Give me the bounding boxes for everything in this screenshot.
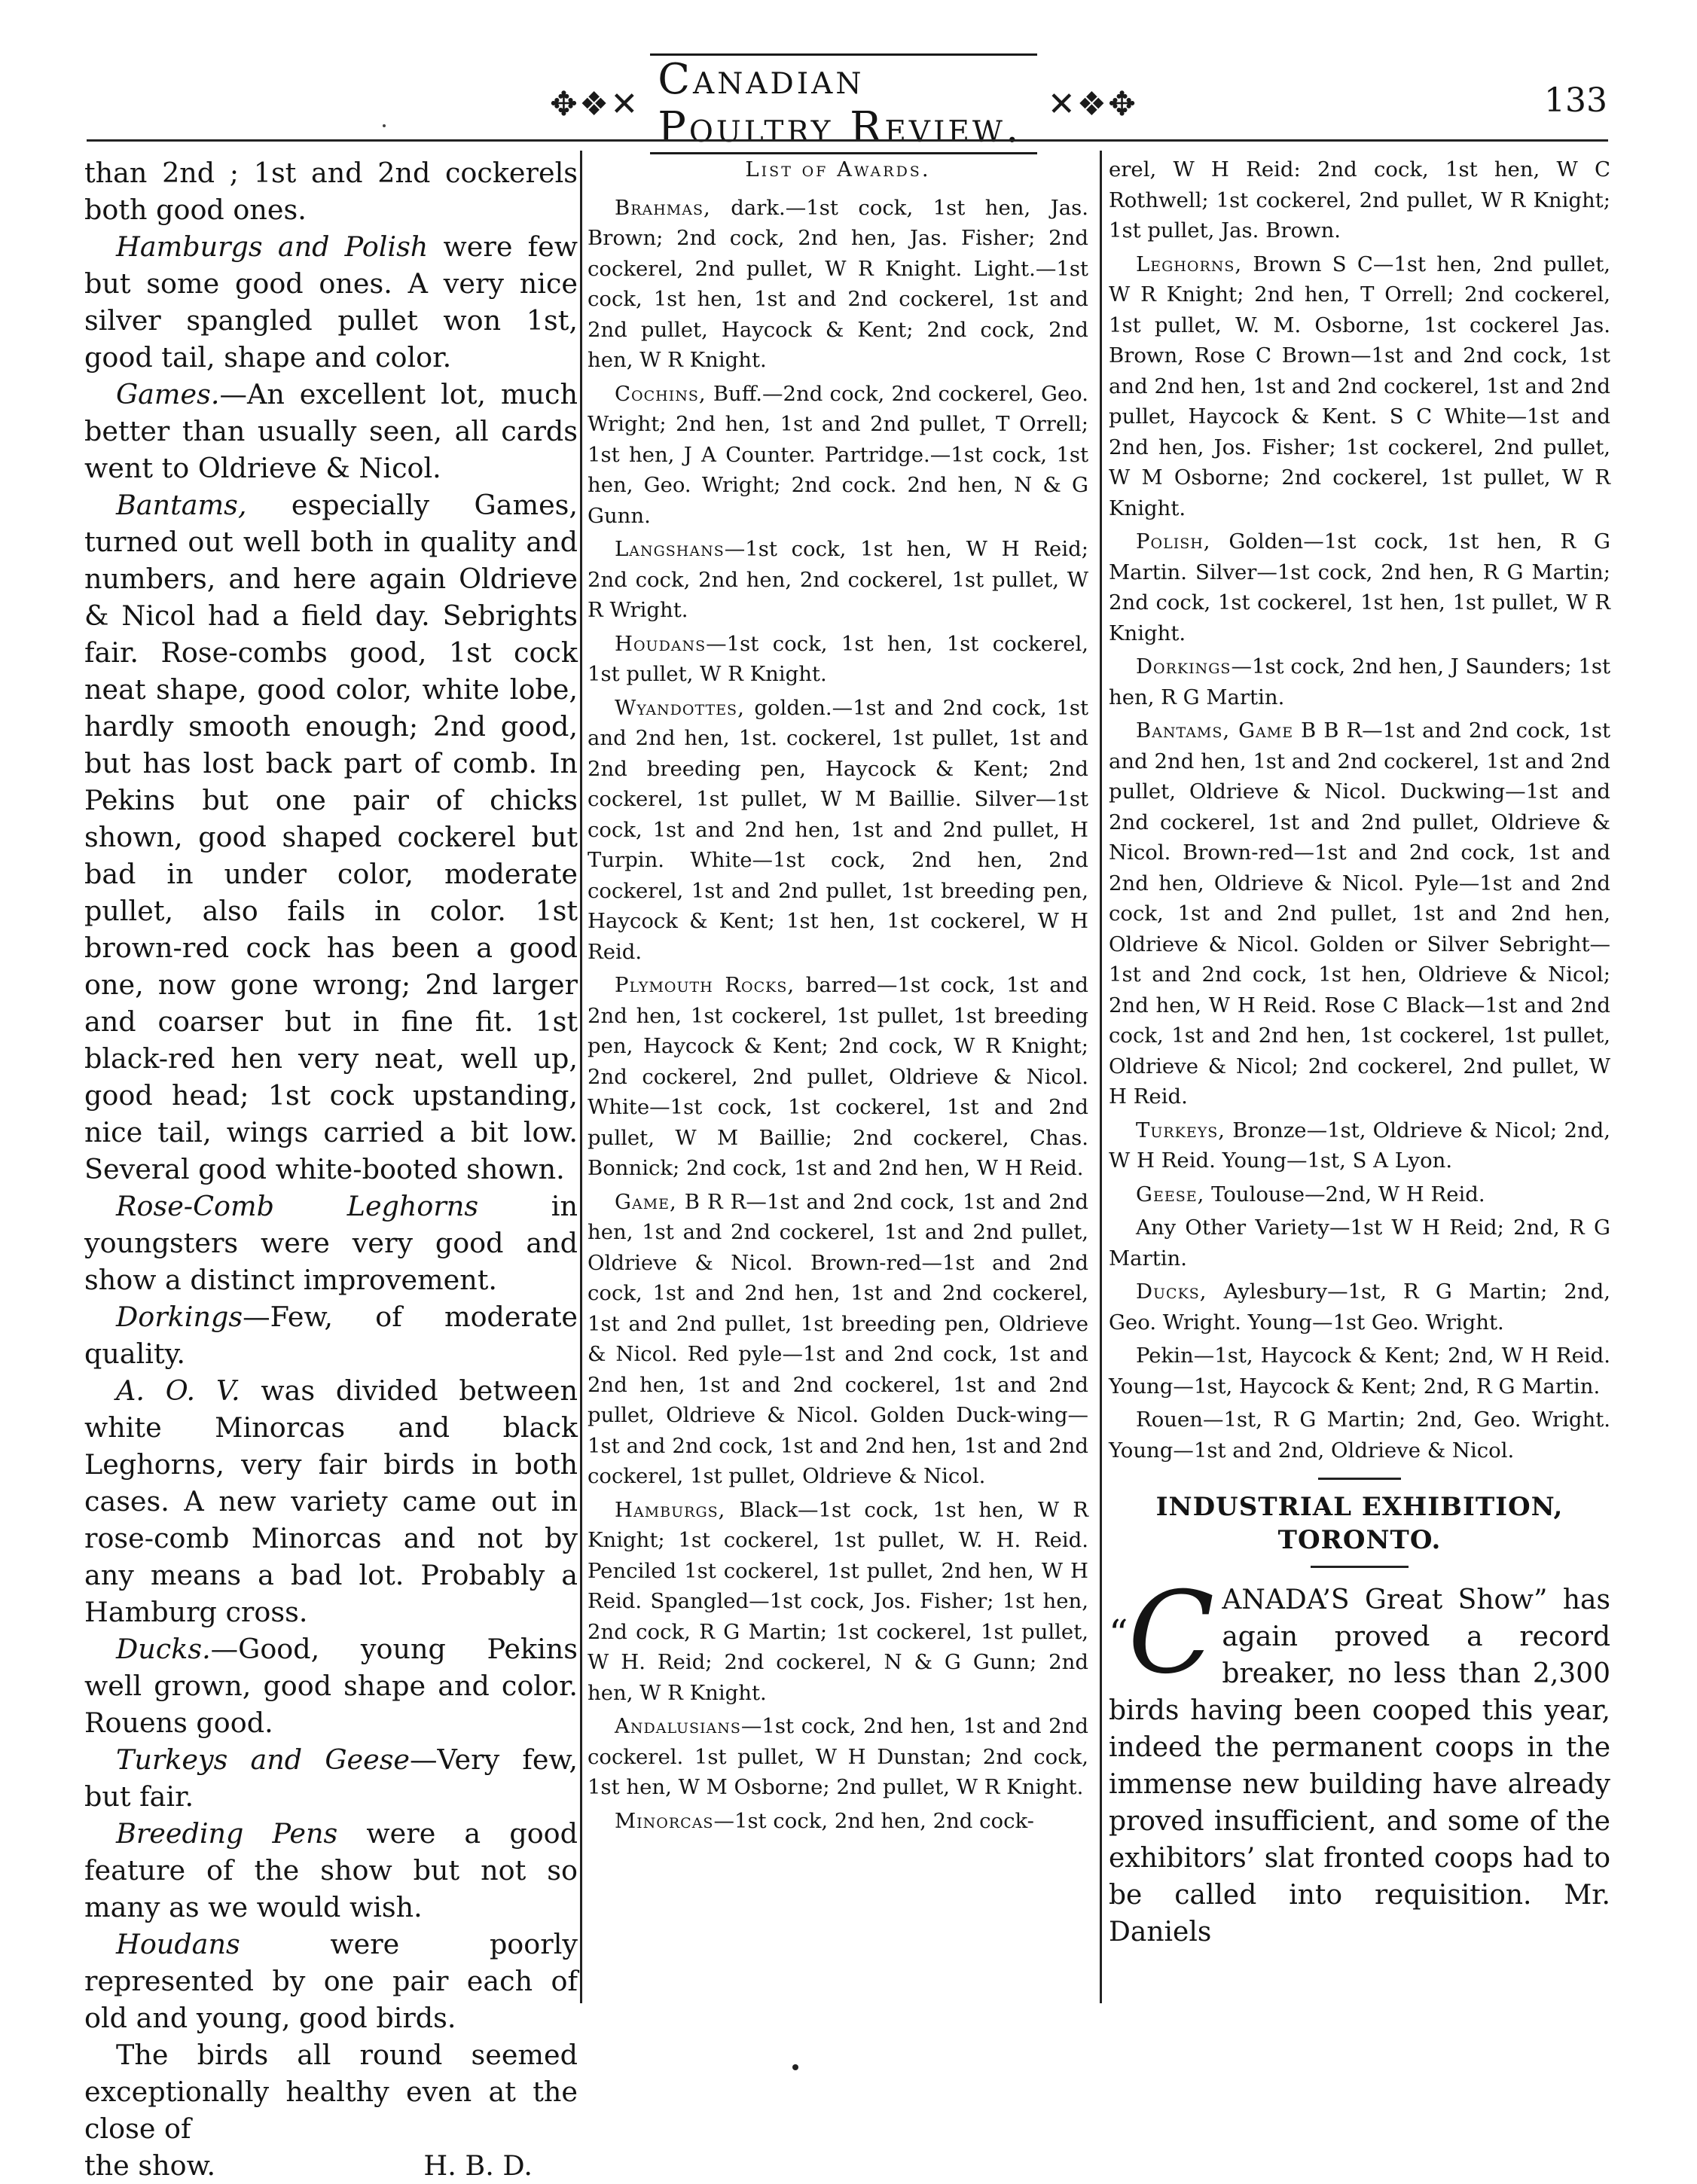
signature-line: the show. H. B. D.: [84, 2147, 578, 2184]
section-divider: [1318, 1478, 1401, 1480]
paragraph: A. O. V. was divided between white Minorcas and black Leghorns, very fair birds in both cases. A new variety came out in rose-comb Minorcas and not by any means a bad lot. Probably a Hamburg cross.: [84, 1374, 578, 1628]
column-awards: [588, 154, 1088, 1839]
award-entry: Houdans—1st cock, 1st hen, 1st cockerel, 1st pullet, W R Knight.: [588, 631, 1088, 686]
award-entry: Game, B R R—1st and 2nd cock, 1st and 2nd hen, 1st and 2nd cockerel, 1st and 2nd pullet, Oldrieve & Nicol. Brown-red—1st and 2nd cock, 1st and 2nd hen, 1st and 2nd cockerel, 1st and 2nd pullet, 1st breeding pen, Oldrieve & Nicol. Red pyle—1st and 2nd cock, 1st and 2nd hen, 1st and 2nd cockerel, 1st and 2nd pullet, Oldrieve & Nicol. Golden Duck-wing—1st and 2nd cock, 1st and 2nd hen, 1st and 2nd cockerel, 1st pullet, Oldrieve & Nicol.: [588, 1189, 1088, 1488]
award-entry: Plymouth Rocks, barred—1st cock, 1st and 2nd hen, 1st cockerel, 1st pullet, 1st breeding pen, Haycock & Kent; 2nd cock, W R Knight; 2nd cockerel, 2nd pullet, Oldrieve & Nicol. White—1st cock, 1st cockerel, 1st and 2nd pullet, W M Baillie; 2nd cockerel, Chas. Bonnick; 2nd cock, 1st and 2nd hen, W H Reid.: [588, 973, 1089, 1180]
section-divider: [1311, 1566, 1409, 1568]
paragraph: Hamburgs and Polish were few but some good ones. A very nice silver spangled pullet won 1st, good tail, shape and color.: [84, 230, 578, 374]
paragraph: Games.—An excellent lot, much better than usually seen, all cards went to Oldrieve & Nicol.: [84, 378, 578, 484]
paragraph: Ducks.—Good, young Pekins well grown, good shape and color. Rouens good.: [84, 1633, 578, 1739]
column-rule-1: [580, 151, 582, 2003]
decorative-dot: [792, 2064, 798, 2070]
article-body: “C ANADA’S Great Show” has again proved a record breaker, no less than 2,300 birds having been cooped this year, indeed the permanent coops in the immense new building have already proved insufficient, and some of the exhibitors’ slat fronted coops had to be called into requisition. Mr. Daniels: [1109, 1568, 1610, 1948]
award-entry: Dorkings—1st cock, 2nd hen, J Saunders; 1st hen, R G Martin.: [1109, 654, 1610, 709]
paragraph: The birds all round seemed exceptionally healthy even at the close of: [84, 2039, 578, 2145]
award-entry: Cochins, Buff.—2nd cock, 2nd cockerel, Geo. Wright; 2nd hen, 1st and 2nd pullet, T Orrell; 1st hen, J A Counter. Partridge.—1st cock, 1st hen, Geo. Wright; 2nd cock. 2nd hen, N & G Gunn.: [588, 381, 1088, 528]
award-entry: Bantams, Game B B R—1st and 2nd cock, 1st and 2nd hen, 1st and 2nd cockerel, 1st and 2nd pullet, Oldrieve & Nicol. Duckwing—1st and 2nd cockerel, 1st and 2nd pullet, Oldrieve & Nicol. Brown-red—1st and 2nd cock, 1st and 2nd hen, Oldrieve & Nicol. Pyle—1st and 2nd cock, 1st and 2nd pullet, 1st and 2nd hen, Oldrieve & Nicol. Golden or Silver Sebright—1st and 2nd cock, 1st hen, Oldrieve & Nicol; 2nd hen, W H Reid. Rose C Black—1st and 2nd cock, 1st and 2nd hen, 1st cockerel, 1st pullet, Oldrieve & Nicol; 2nd cockerel, 2nd pullet, W H Reid.: [1109, 718, 1610, 1109]
award-entry: Rouen—1st, R G Martin; 2nd, Geo. Wright. Young—1st and 2nd, Oldrieve & Nicol.: [1109, 1408, 1610, 1463]
masthead: [550, 55, 1137, 152]
paragraph: Dorkings—Few, of moderate quality.: [84, 1301, 578, 1370]
award-entry: Hamburgs, Black—1st cock, 1st hen, W R Knight; 1st cockerel, 1st pullet, W. H. Reid. Penciled 1st cockerel, 1st pullet, 2nd hen, W H Reid. Spangled—1st cock, Jos. Fisher; 1st hen, 2nd cock, R G Martin; 1st cockerel, 1st pullet, W H. Reid; 2nd cockerel, N & G Gunn; 2nd hen, W R Knight.: [588, 1497, 1088, 1705]
award-entry: Leghorns, Brown S C—1st hen, 2nd pullet, W R Knight; 2nd hen, T Orrell; 2nd cockerel, 1st pullet, W. M. Osborne, 1st cockerel Jas. Brown, Rose C Brown—1st and 2nd cock, 1st and 2nd hen, 1st and 2nd cockerel, 1st and 2nd pullet, Haycock & Kent. S C White—1st and 2nd hen, Jos. Fisher; 1st cockerel, 2nd pullet, W M Osborne; 2nd cockerel, 1st pullet, W R Knight.: [1109, 252, 1610, 520]
paragraph: Houdans were poorly represented by one pair each of old and young, good birds.: [84, 1928, 578, 2034]
masthead-ornament-right: ✕❖✥: [1047, 84, 1137, 124]
column-awards-continued: [1109, 154, 1610, 1951]
masthead-ornament-left: ✥❖✕: [550, 84, 640, 124]
award-entry: Polish, Golden—1st cock, 1st hen, R G Martin. Silver—1st cock, 2nd hen, R G Martin; 2nd cock, 1st cockerel, 1st hen, 1st pullet, W R Knight.: [1109, 529, 1610, 645]
award-entry: Andalusians—1st cock, 2nd hen, 1st and 2nd cockerel. 1st pullet, W H Dunstan; 2nd cock, 1st hen, W M Osborne; 2nd pullet, W R Knight.: [588, 1714, 1088, 1799]
paragraph: Rose-Comb Leghorns in youngsters were very good and show a distinct improvement.: [84, 1190, 578, 1296]
column-report: [84, 154, 578, 2184]
page-number: 133: [1544, 81, 1607, 120]
award-entry: Turkeys, Bronze—1st, Oldrieve & Nicol; 2nd, W H Reid. Young—1st, S A Lyon.: [1109, 1118, 1610, 1173]
paragraph: Breeding Pens were a good feature of the show but not so many as we would wish.: [84, 1817, 578, 1923]
awards-heading: List of Awards.: [745, 157, 931, 181]
award-entry: Brahmas, dark.—1st cock, 1st hen, Jas. Brown; 2nd cock, 2nd hen, Jas. Fisher; 2nd cockerel, 2nd pullet, W R Knight. Light.—1st cock, 1st hen, 1st and 2nd cockerel, 1st and 2nd pullet, Haycock & Kent; 2nd cock, 2nd hen, W R Knight.: [588, 195, 1088, 372]
header-rule: [87, 139, 1608, 142]
award-entry: Minorcas—1st cock, 2nd hen, 2nd cock-: [615, 1808, 1034, 1833]
award-entry: Any Other Variety—1st W H Reid; 2nd, R G Martin.: [1109, 1216, 1610, 1270]
column-rule-2: [1100, 151, 1102, 2003]
award-entry: Wyandottes, golden.—1st and 2nd cock, 1st and 2nd hen, 1st. cockerel, 1st pullet, 1st and 2nd breeding pen, Haycock & Kent; 2nd cockerel, 1st pullet, W M Baillie. Silver—1st cock, 1st and 2nd hen, 1st and 2nd pullet, H Turpin. White—1st cock, 2nd hen, 2nd cockerel, 1st and 2nd pullet, 1st breeding pen, Haycock & Kent; 1st hen, 1st cockerel, W H Reid.: [588, 695, 1088, 964]
paragraph: Bantams, especially Games, turned out well both in quality and numbers, and here again Oldrieve & Nicol had a field day. Sebrights fair. Rose-combs good, 1st cock neat shape, good color, white lobe, hardly smooth enough; 2nd good, but has lost back part of comb. In Pekins but one pair of chicks shown, good shaped cockerel but bad in under color, moderate pullet, also fails in color. 1st brown-red cock has been a good one, now gone wrong; 2nd larger and coarser but in fine fit. 1st black-red hen very neat, well up, good head; 1st cock upstanding, nice tail, wings carried a bit low. Several good white-booted shown.: [84, 489, 578, 1185]
signature: H. B. D.: [423, 2149, 533, 2182]
masthead-title: Canadian Poultry Review.: [650, 53, 1037, 154]
opening-quote: “: [1109, 1612, 1128, 1655]
award-entry: Pekin—1st, Haycock & Kent; 2nd, W H Reid. Young—1st, Haycock & Kent; 2nd, R G Martin.: [1109, 1344, 1610, 1399]
award-entry: Geese, Toulouse—2nd, W H Reid.: [1136, 1182, 1485, 1206]
paragraph: than 2nd ; 1st and 2nd cockerels both good ones.: [84, 157, 578, 226]
decorative-dot: [383, 124, 386, 127]
award-entry: Ducks, Aylesbury—1st, R G Martin; 2nd, Geo. Wright. Young—1st Geo. Wright.: [1109, 1280, 1610, 1334]
award-entry: Langshans—1st cock, 1st hen, W H Reid; 2nd cock, 2nd hen, 2nd cockerel, 1st pullet, W R Wright.: [588, 537, 1088, 622]
article-heading: INDUSTRIAL EXHIBITION, TORONTO.: [1155, 1492, 1564, 1555]
drop-cap: “C: [1109, 1568, 1215, 1699]
paragraph: Turkeys and Geese—Very few, but fair.: [84, 1743, 578, 1813]
award-entry: erel, W H Reid: 2nd cock, 1st hen, W C Rothwell; 1st cockerel, 2nd pullet, W R Knight; 1st pullet, Jas. Brown.: [1109, 157, 1610, 242]
